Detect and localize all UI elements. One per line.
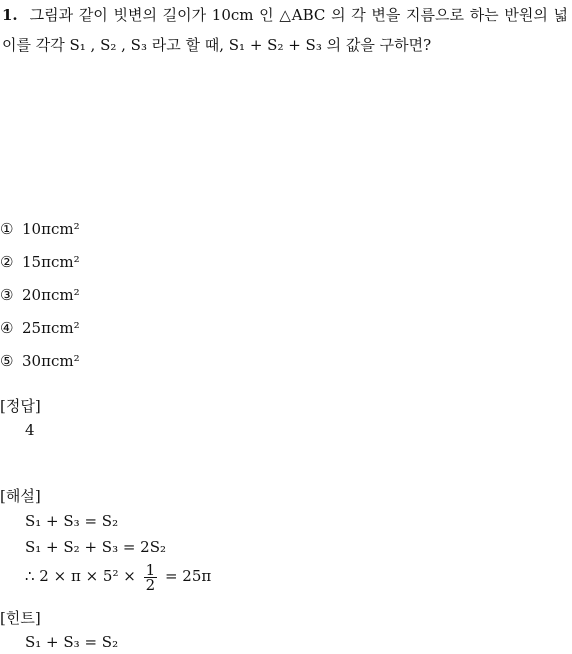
hint-section xyxy=(0,606,118,654)
choice-3-text: 20πcm² xyxy=(22,285,80,304)
choice-2-mark: ② xyxy=(0,252,14,271)
question-number: 1. xyxy=(2,6,18,24)
choice-list xyxy=(0,212,80,377)
choice-3[interactable] xyxy=(0,278,80,311)
choice-4-text: 25πcm² xyxy=(22,318,80,337)
choice-3-mark: ③ xyxy=(0,285,14,304)
fraction-numerator: 1 xyxy=(145,560,156,579)
choice-1[interactable] xyxy=(0,212,80,245)
hint-title: [힌트] xyxy=(0,609,41,627)
solution-line-2: S₁ + S₂ + S₃ = 2S₂ xyxy=(25,538,167,556)
choice-1-text: 10πcm² xyxy=(22,219,80,238)
hint-line-1: S₁ + S₃ = S₂ xyxy=(25,633,119,651)
solution-line-3 xyxy=(0,560,211,592)
answer-section xyxy=(0,394,41,442)
choice-5-text: 30πcm² xyxy=(22,351,80,370)
choice-4[interactable] xyxy=(0,311,80,344)
fraction-denominator: 2 xyxy=(145,575,156,594)
question-text: 그림과 같이 빗변의 길이가 10cm 인 △ABC 의 각 변을 지름으로 하는 반원의 넓이를 각각 S₁ , S₂ , S₃ 라고 할 때, S₁ + S₂ + S₃ 의 값을 구하면? xyxy=(2,6,568,54)
question-block xyxy=(2,0,568,60)
solution-line-3-prefix: ∴ 2 × π × 5² × xyxy=(25,567,136,585)
choice-1-mark: ① xyxy=(0,219,14,238)
figure-area xyxy=(0,66,572,206)
answer-title: [정답] xyxy=(0,397,41,415)
choice-2[interactable] xyxy=(0,245,80,278)
choice-4-mark: ④ xyxy=(0,318,14,337)
solution-line-1: S₁ + S₃ = S₂ xyxy=(25,512,119,530)
choice-5[interactable] xyxy=(0,344,80,377)
solution-section xyxy=(0,484,211,592)
choice-5-mark: ⑤ xyxy=(0,351,14,370)
fraction-half xyxy=(144,560,158,594)
solution-line-3-suffix: = 25π xyxy=(164,567,212,585)
answer-value: 4 xyxy=(25,421,35,439)
choice-2-text: 15πcm² xyxy=(22,252,80,271)
solution-title: [해설] xyxy=(0,487,41,505)
